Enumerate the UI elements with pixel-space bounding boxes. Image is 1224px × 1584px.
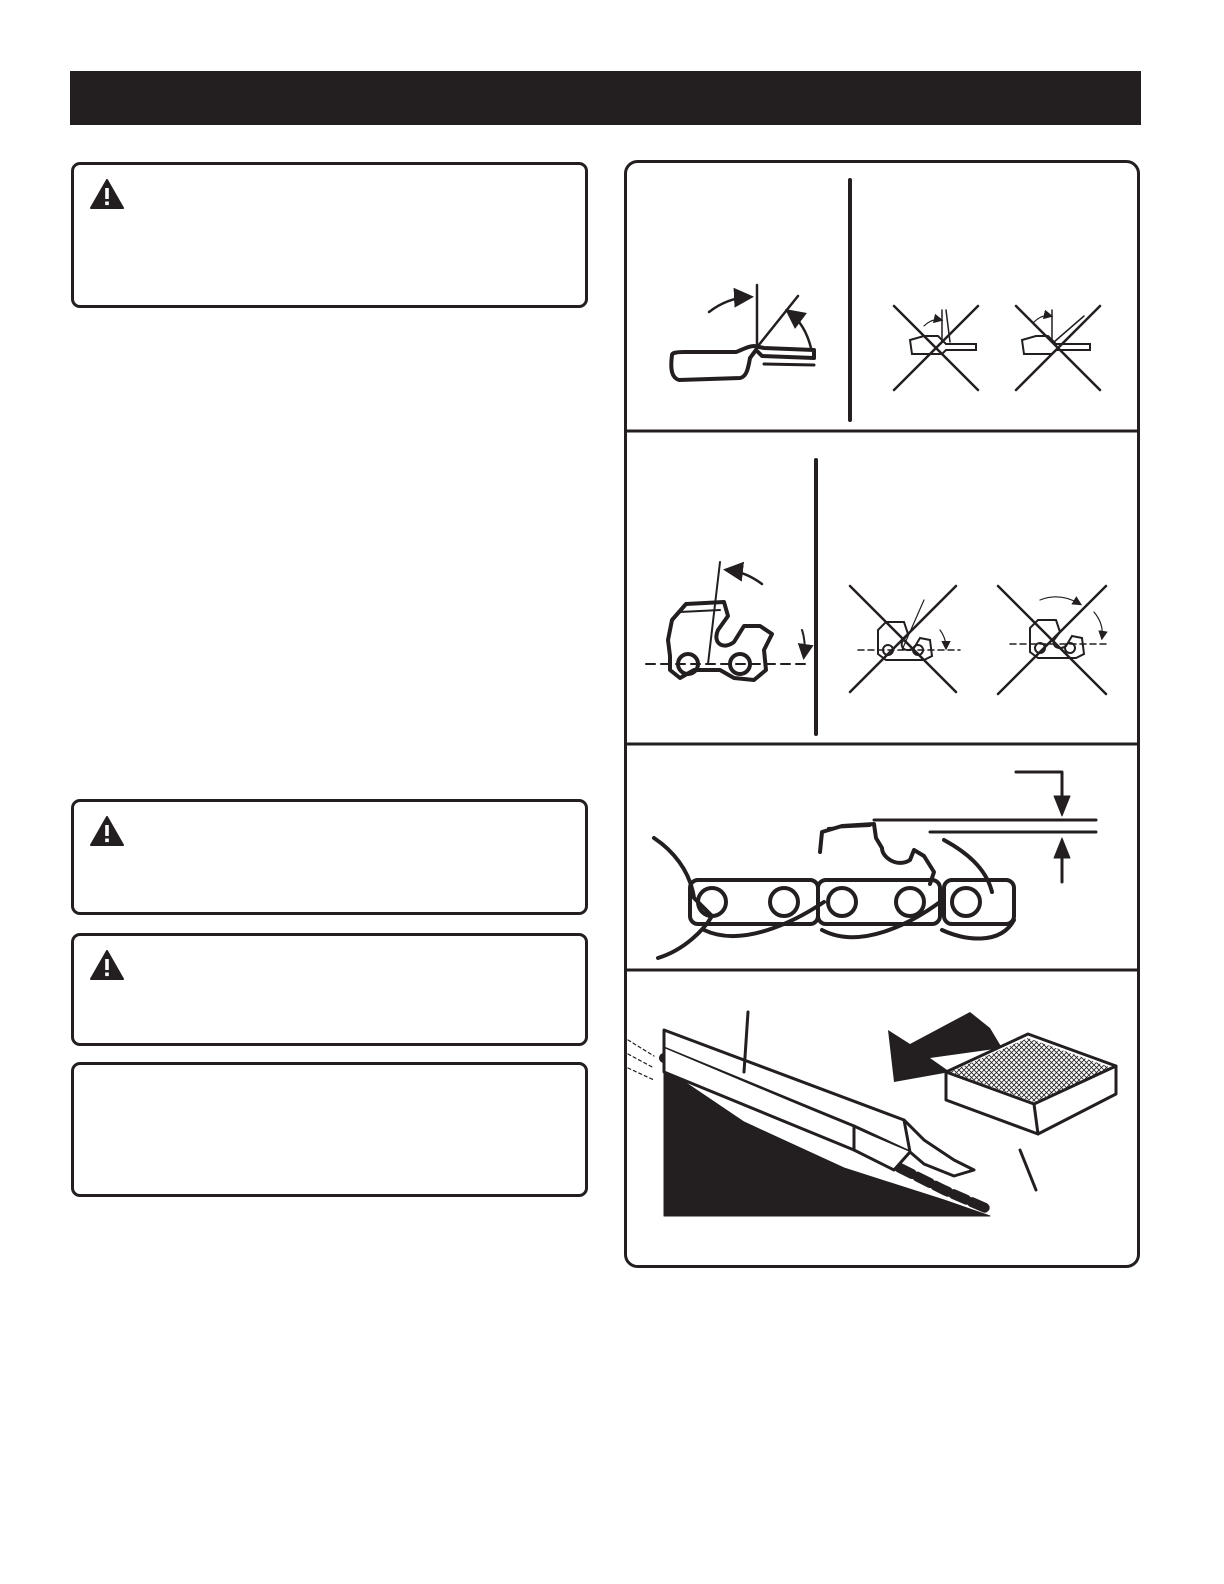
warning-triangle-icon: [90, 179, 124, 209]
note-box: [71, 1062, 588, 1197]
warning-box-3: [71, 933, 588, 1046]
sharpening-figure-panel: [624, 160, 1140, 1268]
warning-triangle-icon: [90, 950, 124, 980]
warning-box-1: [71, 162, 588, 308]
warning-box-2: [71, 799, 588, 915]
warning-triangle-icon: [90, 816, 124, 846]
section-header-bar: [70, 71, 1141, 125]
sharpening-figures: [624, 160, 1140, 1268]
